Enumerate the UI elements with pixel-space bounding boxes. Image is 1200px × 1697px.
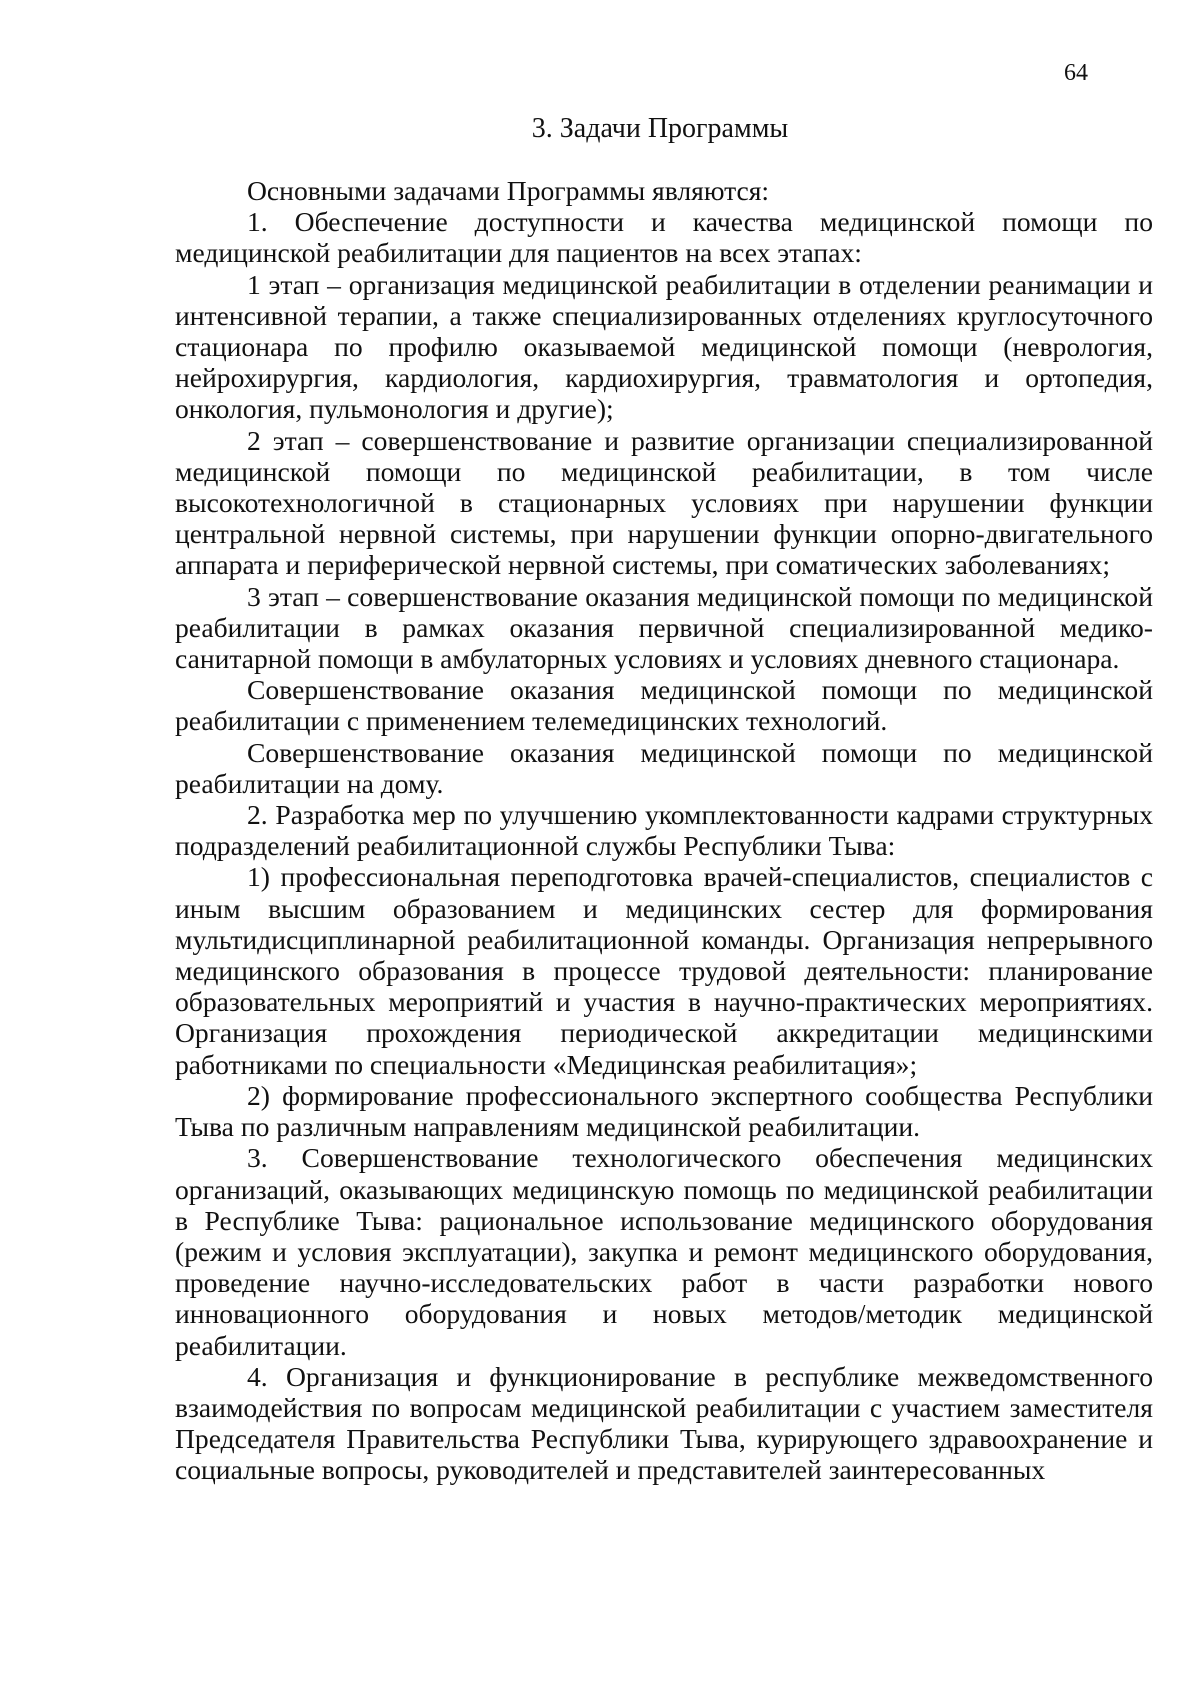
paragraph-telemedicine: Совершенствование оказания медицинской помощи по медицинской реабилитации с применением телемедицинских технологий. [175, 674, 1153, 737]
page-number: 64 [1064, 60, 1088, 86]
section-heading: 3. Задачи Программы [531, 113, 789, 144]
paragraph-task-1: 1. Обеспечение доступности и качества медицинской помощи по медицинской реабилитации для пациентов на всех этапах: [175, 206, 1153, 269]
paragraph-intro: Основными задачами Программы являются: [247, 175, 770, 206]
paragraph-stage-1: 1 этап – организация медицинской реабилитации в отделении реанимации и интенсивной терапии, а также специализированных отделениях круглосуточного стационара по профилю оказываемой медицинской помощи (неврология, нейрохирургия, кардиология, кардиохирургия, травматология и ортопедия, онкология, пульмонология и другие); [175, 268, 1153, 425]
paragraph-task-2-item-2: 2) формирование профессионального экспертного сообщества Республики Тыва по различным направлениям медицинской реабилитации. [175, 1079, 1153, 1143]
paragraph-task-3: 3. Совершенствование технологического обеспечения медицинских организаций, оказывающих медицинскую помощь по медицинской реабилитации в Республике Тыва: рациональное использование медицинского оборудования (режим и условия эксплуатации), закупка и ремонт медицинского оборудования, проведение научно-исследовательских работ в части разработки нового инновационного оборудования и новых методов/методик медицинской реабилитации. [175, 1142, 1153, 1361]
paragraph-task-2: 2. Разработка мер по улучшению укомплектованности кадрами структурных подразделений реабилитационной службы Республики Тыва: [175, 799, 1153, 862]
paragraph-stage-2: 2 этап – совершенствование и развитие организации специализированной медицинской помощи по медицинской реабилитации, в том числе высокотехнологичной в стационарных условиях при нарушении функции центральной нервной системы, при нарушении функции опорно-двигательного аппарата и периферической нервной системы, при соматических заболеваниях; [175, 424, 1153, 581]
paragraph-stage-3: 3 этап – совершенствование оказания медицинской помощи по медицинской реабилитации в рамках оказания первичной специализированной медико-санитарной помощи в амбулаторных условиях и условиях дневного стационара. [175, 580, 1153, 675]
paragraph-task-4: 4. Организация и функционирование в республике межведомственного взаимодействия по вопросам медицинской реабилитации с участием заместителя Председателя Правительства Республики Тыва, курирующего здравоохранение и социальные вопросы, руководителей и представителей заинтересованных [175, 1360, 1153, 1486]
paragraph-home-care: Совершенствование оказания медицинской помощи по медицинской реабилитации на дому. [175, 736, 1153, 799]
body-text [175, 175, 1153, 1486]
paragraph-task-2-item-1: 1) профессиональная переподготовка врачей-специалистов, специалистов с иным высшим образованием и медицинских сестер для формирования мультидисциплинарной реабилитационной команды. Организация непрерывного медицинского образования в процессе трудовой деятельности: планирование образовательных мероприятий и участия в научно-практических мероприятиях. Организация прохождения периодической аккредитации медицинскими работниками по специальности «Медицинская реабилитация»; [175, 861, 1153, 1080]
